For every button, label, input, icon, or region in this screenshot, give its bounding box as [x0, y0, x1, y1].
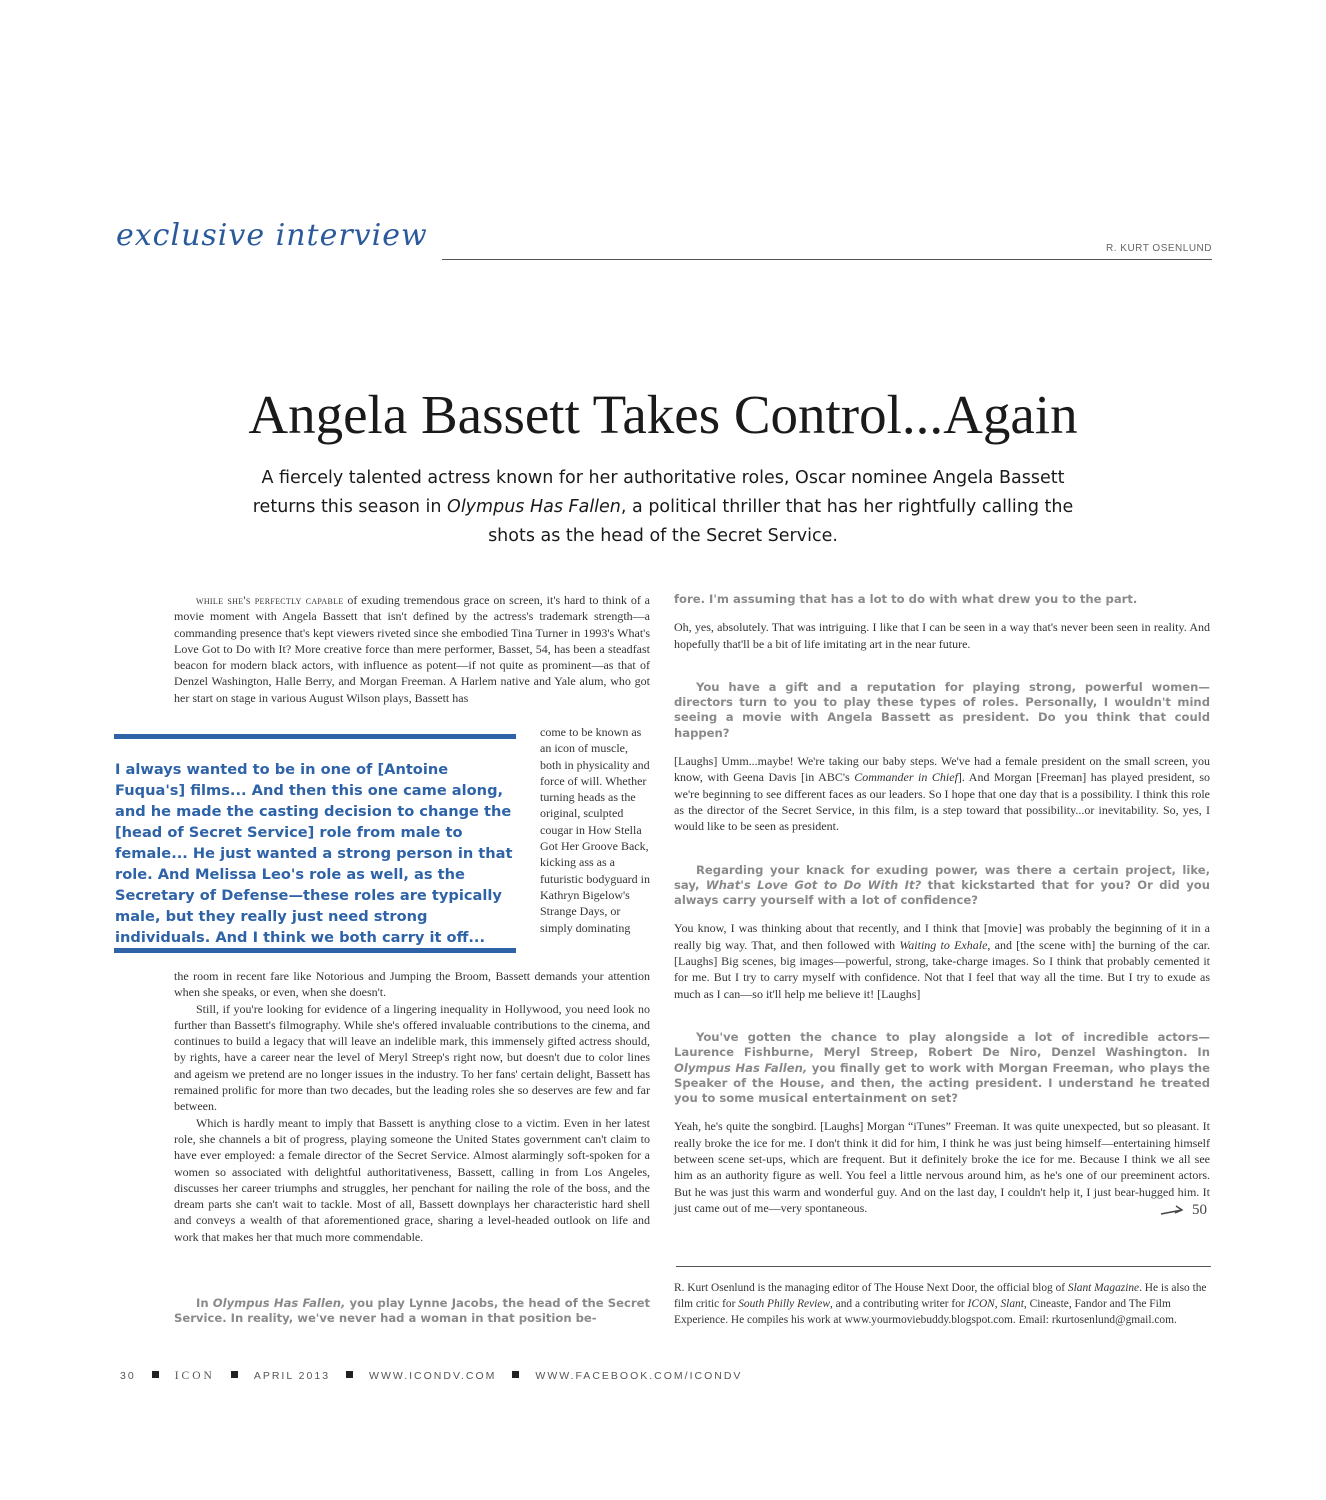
- bio-pub-name: Slant Magazine: [1067, 1282, 1140, 1294]
- bio-rule: [676, 1266, 1211, 1267]
- answer-2-text-a: [Laughs] Umm...maybe! We're taking our baby steps. We've had a female president on the small screen, you know, with Geena Davis [in ABC's: [674, 754, 1210, 785]
- column1-body: [174, 968, 650, 1245]
- headline: Angela Bassett Takes Control...Again: [248, 384, 1078, 445]
- question-4-film: Olympus Has Fallen,: [674, 1060, 808, 1075]
- question-1-film: Olympus Has Fallen,: [212, 1296, 346, 1310]
- intro-paragraph: [174, 592, 650, 706]
- bio-pub-name: South Philly Review: [738, 1298, 830, 1311]
- deck-text-2: , a political thriller that has her rightfully calling the shots as the head of the Secret Service.: [488, 497, 1074, 546]
- footer-website-link[interactable]: WWW.ICONDV.COM: [369, 1370, 497, 1382]
- pull-quote: I always wanted to be in one of [Antoine Fuqua's] films... And then this one came along, and he made the casting decision to change the [head of Secret Service] role from male to female... He just wanted a strong person in that role. And Melissa Leo's role as well, as the Secretary of Defense—these roles are typically male, but they really just need strong individuals. And I think we both carry it off...: [115, 761, 513, 946]
- bio-text: , Cineaste, Fandor and The Film Experience. He compiles his work at www.yourmoviebuddy.blogspot.com. Email: rkurtosenlund@gmail.com.: [674, 1298, 1177, 1327]
- answer-3: [674, 920, 1210, 1001]
- pull-quote-bottom-bar: [114, 948, 516, 953]
- author-bio: [674, 1280, 1210, 1329]
- footer-publication: ICON: [174, 1370, 215, 1382]
- footer-separator: [512, 1371, 519, 1378]
- continued-page-number[interactable]: 50: [1192, 1202, 1207, 1218]
- question-4-text-b: you finally get to work with Morgan Freeman, who plays the Speaker of the House, and then, the acting president. I understand he treated you to some musical entertainment on set?: [674, 1060, 1210, 1106]
- question-3: [674, 863, 1210, 909]
- answer-3-film: Waiting to Exhale: [899, 937, 988, 952]
- intro-paragraph-end: the room in recent fare like Notorious and Jumping the Broom, Bassett demands your attention when she speaks, or even, when she doesn't.: [174, 969, 650, 1000]
- footer-issue: APRIL 2013: [253, 1370, 331, 1382]
- question-4-text-a: You've gotten the chance to play alongside a lot of incredible actors—Laurence Fishburne, Meryl Streep, Robert De Niro, Denzel Washington. In: [674, 1029, 1210, 1060]
- footer: [120, 1370, 742, 1382]
- body-paragraph-2: Still, if you're looking for evidence of a lingering inequality in Hollywood, you need look no further than Bassett's filmography. While she's offered invaluable contributions to the cinema, and continues to build a legacy that will leave an indelible mark, this immensely gifted actress should, by rights, have a career near the level of Meryl Streep's right now, but doesn't due to color lines and ageism we pretend are no longer issues in the industry. To her fans' certain delight, Bassett has remained prolific for more than two decades, but the leading roles she so deserves are few and far between.: [174, 1001, 650, 1114]
- question-1-text-b: you play Lynne Jacobs, the head of the Secret Service. In reality, we've never had a woman in that position be-: [174, 1296, 650, 1326]
- continue-arrow-icon: [1160, 1203, 1184, 1219]
- byline: R. KURT OSENLUND: [1106, 243, 1212, 254]
- footer-separator: [231, 1371, 238, 1378]
- pull-quote-top-bar: [114, 734, 516, 739]
- answer-3-text-a: You know, I was thinking about that recently, and I think that [movie] was probably the beginning of it in a really big way. That, and then followed with: [674, 921, 1210, 952]
- deck-text-1: A fiercely talented actress known for her authoritative roles, Oscar nominee Angela Bassett returns this season in: [252, 468, 1065, 517]
- footer-separator: [152, 1371, 159, 1378]
- bio-text: ,: [994, 1298, 1001, 1311]
- section-label: exclusive interview: [116, 218, 428, 253]
- answer-2: [674, 753, 1210, 834]
- answer-2-show: Commander in Chief: [854, 770, 958, 785]
- header-rule: [442, 259, 1212, 260]
- question-1-text-a: In: [196, 1296, 213, 1310]
- deck: [230, 464, 1096, 551]
- question-1-continued: fore. I'm assuming that has a lot to do with what drew you to the part.: [674, 592, 1138, 606]
- bio-text: R. Kurt Osenlund is the managing editor of The House Next Door, the official blog of: [674, 1282, 1068, 1294]
- question-4: [674, 1030, 1210, 1106]
- column1-intro: [174, 592, 650, 706]
- footer-facebook-link[interactable]: WWW.FACEBOOK.COM/ICONDV: [535, 1370, 743, 1382]
- column2: [674, 592, 1210, 1228]
- footer-separator: [346, 1371, 353, 1378]
- footer-page-number: 30: [120, 1370, 136, 1382]
- column1-wrap-text: come to be known as an icon of muscle, both in physicality and force of will. Whether turning heads as the original, sculpted cougar in How Stella Got Her Groove Back, kicking ass as a futuristic bodyguard in Kathryn Bigelow's Strange Days, or simply dominating: [540, 725, 650, 935]
- answer-2-text-b: ]. And Morgan [Freeman] has played president, so we're beginning to see different faces as our leaders. So I hope that one day that is a possibility. I think this role as the director of the Secret Service, in this film, is a step toward that possibility...or inevitability. So, yes, I would like to be seen as president.: [674, 770, 1210, 834]
- bio-text: , and a contributing writer for: [829, 1298, 968, 1311]
- answer-1: Oh, yes, absolutely. That was intriguing. I like that I can be seen in a way that's never been seen in reality. And hopefully that'll be a bit of life imitating art in the near future.: [674, 620, 1210, 651]
- answer-3-text-b: , and [the scene with] the burning of the car. [Laughs] Big scenes, big images—powerful, strong, take-charge images. So I think that probably cemented it for me. But I try to carry myself with confidence. Not that I feel that way all the time. But I try to exude as much as I can—so it'll help me believe it! [Laughs]: [674, 937, 1211, 1001]
- question-1: [174, 1296, 650, 1327]
- question-3-text-a: Regarding your knack for exuding power, was there a certain project, like, say,: [674, 862, 1210, 892]
- question-3-text-b: that kickstarted that for you? Or did you always carry yourself with a lot of confidence?: [674, 877, 1211, 908]
- deck-film-title: Olympus Has Fallen: [447, 497, 621, 517]
- lead-in: while she's perfectly capable: [196, 593, 344, 607]
- question-3-film: What's Love Got to Do With It?: [705, 877, 922, 892]
- body-paragraph-3: Which is hardly meant to imply that Bassett is anything close to a victim. Even in her latest role, she channels a bit of progress, playing someone the United States government can't claim to have ever employed: a female director of the Secret Service. Almost alarmingly soft-spoken for a women so associated with delightful authoritativeness, Bassett, calling in from Los Angeles, discusses her career triumphs and struggles, her penchant for nailing the role of the boss, and the dream parts she can't wait to tackle. Most of all, Bassett downplays her characteristic hard shell and conveys a wealth of that aforementioned grace, sharing a level-headed outlook on life and work that makes her that much more commendable.: [174, 1115, 650, 1244]
- bio-text: . He is also the film critic for: [674, 1282, 1207, 1311]
- intro-text: of exuding tremendous grace on screen, it's hard to think of a movie moment with Angela Bassett that isn't defined by the actress's trademark strength—a commanding presence that's kept viewers riveted since she embodied Tina Turner in 1993's What's Love Got to Do with It? More creative force than mere performer, Basset, 54, has been a steadfast beacon for modern black actors, with influence as potent—if not quite as prominent—as that of Denzel Washington, Halle Berry, and Morgan Freeman. A Harlem native and Yale alum, who got her start on stage in various August Wilson plays, Bassett has: [174, 593, 650, 705]
- answer-4: Yeah, he's quite the songbird. [Laughs] Morgan “iTunes” Freeman. It was quite unexpected, but so pleasant. It really broke the ice for me. I don't think it did for him, I think he was just being himself—entertaining himself between scene set-ups, which are frequent. But it definitely broke the ice for me. Because I think we all see him as an authority figure as well. You feel a little nervous around him, as he's one of our preeminent actors. But he was just this warm and wonderful guy. And on the last day, I couldn't help it, I just bear-hugged him. It just came out of me—very spontaneous.: [674, 1119, 1210, 1215]
- bio-pub-name: ICON: [967, 1298, 995, 1311]
- question-2: You have a gift and a reputation for playing strong, powerful women—directors turn to you to play these types of roles. Personally, I wouldn't mind seeing a movie with Angela Bassett as president. Do you think that could happen?: [674, 679, 1210, 740]
- bio-pub-name: Slant: [1000, 1298, 1024, 1311]
